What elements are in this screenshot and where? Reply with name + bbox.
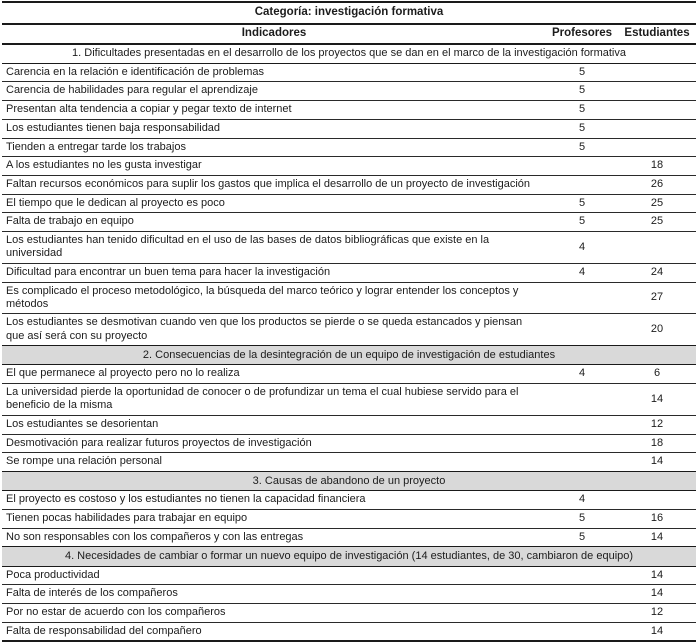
indicator-cell: Los estudiantes han tenido dificultad en el uso de las bases de datos bibliográficas que existe en la universidad xyxy=(2,231,546,263)
profesores-value-cell: 5 xyxy=(546,194,618,213)
section-header-row-1 xyxy=(2,44,696,64)
indicator-cell: Tienen pocas habilidades para trabajar en equipo xyxy=(2,509,546,528)
profesores-value-cell: 5 xyxy=(546,63,618,82)
estudiantes-value-cell: 18 xyxy=(618,434,696,453)
profesores-value-cell: 5 xyxy=(546,213,618,232)
indicator-cell: Desmotivación para realizar futuros proyectos de investigación xyxy=(2,434,546,453)
indicator-cell: Carencia de habilidades para regular el aprendizaje xyxy=(2,82,546,101)
estudiantes-value-cell: 24 xyxy=(618,263,696,282)
estudiantes-value-cell: 14 xyxy=(618,384,696,416)
estudiantes-value-cell: 6 xyxy=(618,365,696,384)
profesores-value-cell xyxy=(546,416,618,435)
table-row xyxy=(2,263,696,282)
estudiantes-value-cell: 14 xyxy=(618,585,696,604)
estudiantes-value-cell xyxy=(618,82,696,101)
indicator-cell: El que permanece al proyecto pero no lo realiza xyxy=(2,365,546,384)
estudiantes-value-cell: 16 xyxy=(618,509,696,528)
indicator-cell: Falta de responsabilidad del compañero xyxy=(2,622,546,641)
estudiantes-value-cell xyxy=(618,138,696,157)
estudiantes-value-cell: 12 xyxy=(618,416,696,435)
table-row xyxy=(2,213,696,232)
profesores-value-cell xyxy=(546,384,618,416)
section-header-row-4 xyxy=(2,547,696,566)
profesores-value-cell: 4 xyxy=(546,263,618,282)
estudiantes-value-cell: 20 xyxy=(618,314,696,346)
page xyxy=(0,1,698,637)
table-row xyxy=(2,101,696,120)
table-body xyxy=(2,44,696,642)
estudiantes-value-cell: 25 xyxy=(618,213,696,232)
indicator-cell: No son responsables con los compañeros y con las entregas xyxy=(2,528,546,547)
profesores-value-cell xyxy=(546,603,618,622)
column-header-row xyxy=(2,24,696,44)
table-row xyxy=(2,82,696,101)
table-row xyxy=(2,282,696,314)
profesores-value-cell: 5 xyxy=(546,119,618,138)
indicator-cell: Poca productividad xyxy=(2,566,546,585)
table-row xyxy=(2,528,696,547)
table-row xyxy=(2,491,696,510)
section-header-row-2 xyxy=(2,346,696,365)
profesores-value-cell xyxy=(546,175,618,194)
indicator-cell: Falta de trabajo en equipo xyxy=(2,213,546,232)
indicator-cell: A los estudiantes no les gusta investigar xyxy=(2,157,546,176)
profesores-value-cell xyxy=(546,282,618,314)
table-row xyxy=(2,622,696,641)
profesores-value-cell: 5 xyxy=(546,138,618,157)
category-results-table xyxy=(2,1,696,642)
table-row xyxy=(2,194,696,213)
estudiantes-value-cell: 12 xyxy=(618,603,696,622)
indicator-cell: Falta de interés de los compañeros xyxy=(2,585,546,604)
indicator-cell: La universidad pierde la oportunidad de conocer o de profundizar un tema el cual hubiese servido para el beneficio de la misma xyxy=(2,384,546,416)
table-row xyxy=(2,416,696,435)
indicator-cell: Los estudiantes tienen baja responsabilidad xyxy=(2,119,546,138)
estudiantes-value-cell xyxy=(618,63,696,82)
estudiantes-value-cell: 27 xyxy=(618,282,696,314)
indicator-cell: Se rompe una relación personal xyxy=(2,453,546,472)
section-title: 2. Consecuencias de la desintegración de un equipo de investigación de estudiantes xyxy=(2,346,696,365)
profesores-value-cell: 5 xyxy=(546,101,618,120)
table-row xyxy=(2,365,696,384)
table-row xyxy=(2,231,696,263)
profesores-value-cell: 4 xyxy=(546,365,618,384)
profesores-value-cell: 5 xyxy=(546,509,618,528)
indicator-cell: Los estudiantes se desorientan xyxy=(2,416,546,435)
table-row xyxy=(2,175,696,194)
estudiantes-value-cell: 14 xyxy=(618,622,696,641)
indicator-cell: Es complicado el proceso metodológico, la búsqueda del marco teórico y lograr entender los conceptos y métodos xyxy=(2,282,546,314)
estudiantes-value-cell: 14 xyxy=(618,453,696,472)
profesores-value-cell xyxy=(546,314,618,346)
table-row xyxy=(2,314,696,346)
table-row xyxy=(2,119,696,138)
estudiantes-value-cell xyxy=(618,491,696,510)
table-row xyxy=(2,384,696,416)
category-title: Categoría: investigación formativa xyxy=(2,2,696,24)
profesores-value-cell: 4 xyxy=(546,231,618,263)
indicator-cell: Los estudiantes se desmotivan cuando ven que los productos se pierde o se queda estancados y piensan que así será con su proyecto xyxy=(2,314,546,346)
table-row xyxy=(2,566,696,585)
table-row xyxy=(2,157,696,176)
estudiantes-value-cell: 25 xyxy=(618,194,696,213)
estudiantes-value-cell xyxy=(618,231,696,263)
profesores-value-cell: 4 xyxy=(546,491,618,510)
indicator-cell: El proyecto es costoso y los estudiantes no tienen la capacidad financiera xyxy=(2,491,546,510)
profesores-value-cell xyxy=(546,157,618,176)
table-row xyxy=(2,453,696,472)
estudiantes-value-cell: 14 xyxy=(618,566,696,585)
profesores-value-cell: 5 xyxy=(546,82,618,101)
estudiantes-value-cell xyxy=(618,101,696,120)
indicator-cell: Presentan alta tendencia a copiar y pegar texto de internet xyxy=(2,101,546,120)
indicator-cell: Tienden a entregar tarde los trabajos xyxy=(2,138,546,157)
column-header-estudiantes: Estudiantes xyxy=(618,24,696,44)
section-header-row-3 xyxy=(2,472,696,491)
profesores-value-cell xyxy=(546,566,618,585)
table-row xyxy=(2,509,696,528)
estudiantes-value-cell: 26 xyxy=(618,175,696,194)
estudiantes-value-cell: 18 xyxy=(618,157,696,176)
section-title: 1. Dificultades presentadas en el desarrollo de los proyectos que se dan en el marco de la investigación formativa xyxy=(2,44,696,64)
profesores-value-cell xyxy=(546,434,618,453)
indicator-cell: El tiempo que le dedican al proyecto es poco xyxy=(2,194,546,213)
indicator-cell: Por no estar de acuerdo con los compañeros xyxy=(2,603,546,622)
column-header-profesores: Profesores xyxy=(546,24,618,44)
profesores-value-cell: 5 xyxy=(546,528,618,547)
table-row xyxy=(2,138,696,157)
indicator-cell: Carencia en la relación e identificación de problemas xyxy=(2,63,546,82)
profesores-value-cell xyxy=(546,622,618,641)
category-header-row xyxy=(2,2,696,24)
table-row xyxy=(2,434,696,453)
profesores-value-cell xyxy=(546,453,618,472)
indicator-cell: Dificultad para encontrar un buen tema para hacer la investigación xyxy=(2,263,546,282)
column-header-indicadores: Indicadores xyxy=(2,24,546,44)
section-title: 4. Necesidades de cambiar o formar un nuevo equipo de investigación (14 estudiantes, de 30, cambiaron de equipo) xyxy=(2,547,696,566)
table-row xyxy=(2,585,696,604)
indicator-cell: Faltan recursos económicos para suplir los gastos que implica el desarrollo de un proyecto de investigación xyxy=(2,175,546,194)
estudiantes-value-cell xyxy=(618,119,696,138)
profesores-value-cell xyxy=(546,585,618,604)
estudiantes-value-cell: 14 xyxy=(618,528,696,547)
table-row xyxy=(2,63,696,82)
table-row xyxy=(2,603,696,622)
section-title: 3. Causas de abandono de un proyecto xyxy=(2,472,696,491)
